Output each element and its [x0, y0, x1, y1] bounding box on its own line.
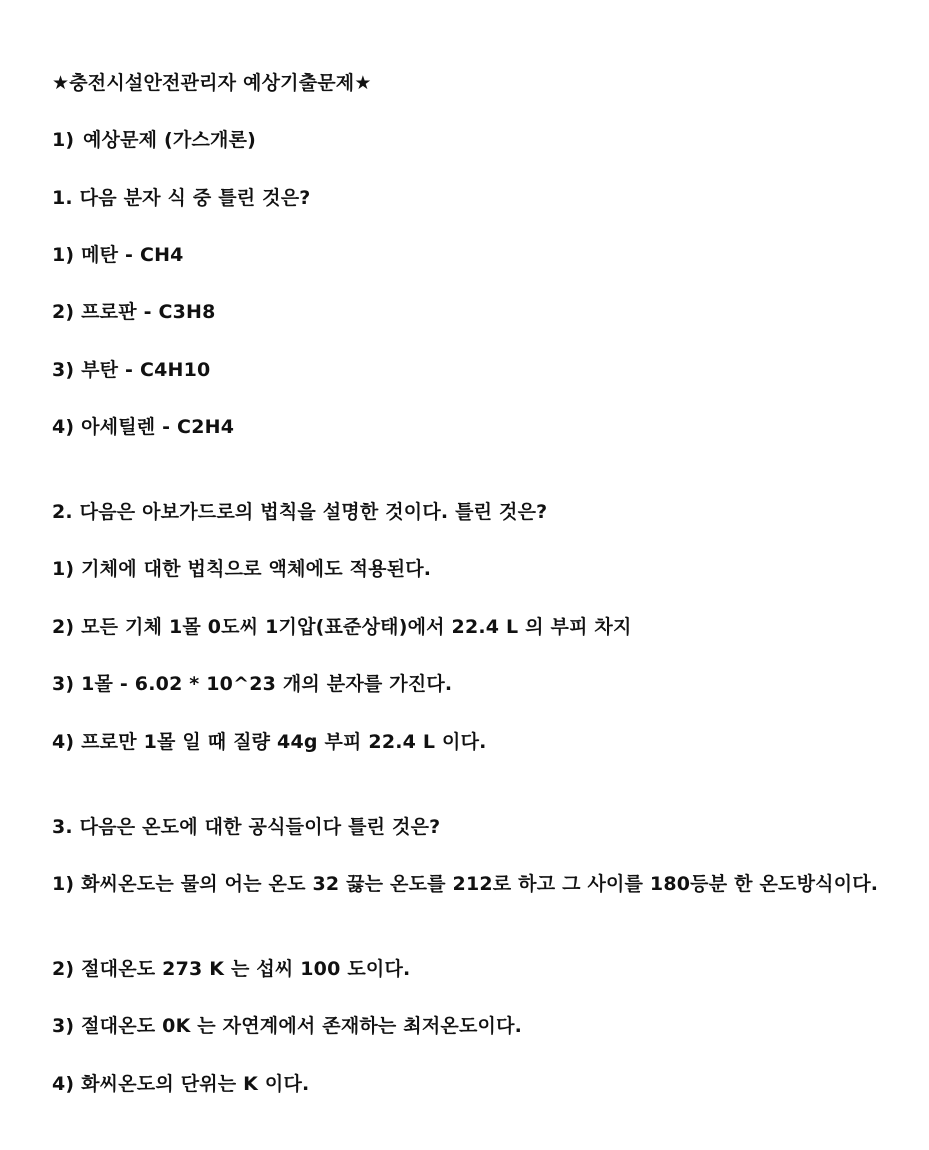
section-heading: [52, 127, 256, 154]
question-1: 1. 다음 분자 식 중 틀린 것은?: [52, 187, 311, 209]
q1-option-1: 1) 메탄 - CH4: [52, 244, 184, 266]
q1-option-4: 4) 아세틸렌 - C2H4: [52, 416, 235, 438]
question-3: 3. 다음은 온도에 대한 공식들이다 틀린 것은?: [52, 816, 441, 838]
section-number: 1): [52, 129, 75, 151]
question-2: 2. 다음은 아보가드로의 법칙을 설명한 것이다. 틀린 것은?: [52, 501, 548, 523]
q2-option-1: 1) 기체에 대한 법칙으로 액체에도 적용된다.: [52, 558, 432, 580]
q3-option-4: 4) 화씨온도의 단위는 K 이다.: [52, 1073, 310, 1095]
q2-option-4: 4) 프로만 1몰 일 때 질량 44g 부피 22.4 L 이다.: [52, 731, 487, 753]
q2-option-2: 2) 모든 기체 1몰 0도씨 1기압(표준상태)에서 22.4 L 의 부피 차지: [52, 616, 632, 638]
document-title: ★충전시설안전관리자 예상기출문제★: [52, 72, 372, 94]
q3-option-2: 2) 절대온도 273 K 는 섭씨 100 도이다.: [52, 958, 411, 980]
q1-option-3: 3) 부탄 - C4H10: [52, 359, 211, 381]
q3-option-1: 1) 화씨온도는 물의 어는 온도 32 끓는 온도를 212로 하고 그 사이를 180등분 한 온도방식이다.: [52, 873, 879, 895]
section-label: 예상문제 (가스개론): [83, 129, 257, 151]
q1-option-2: 2) 프로판 - C3H8: [52, 301, 216, 323]
q2-option-3: 3) 1몰 - 6.02 * 10^23 개의 분자를 가진다.: [52, 673, 453, 695]
q3-option-3: 3) 절대온도 0K 는 자연계에서 존재하는 최저온도이다.: [52, 1015, 523, 1037]
